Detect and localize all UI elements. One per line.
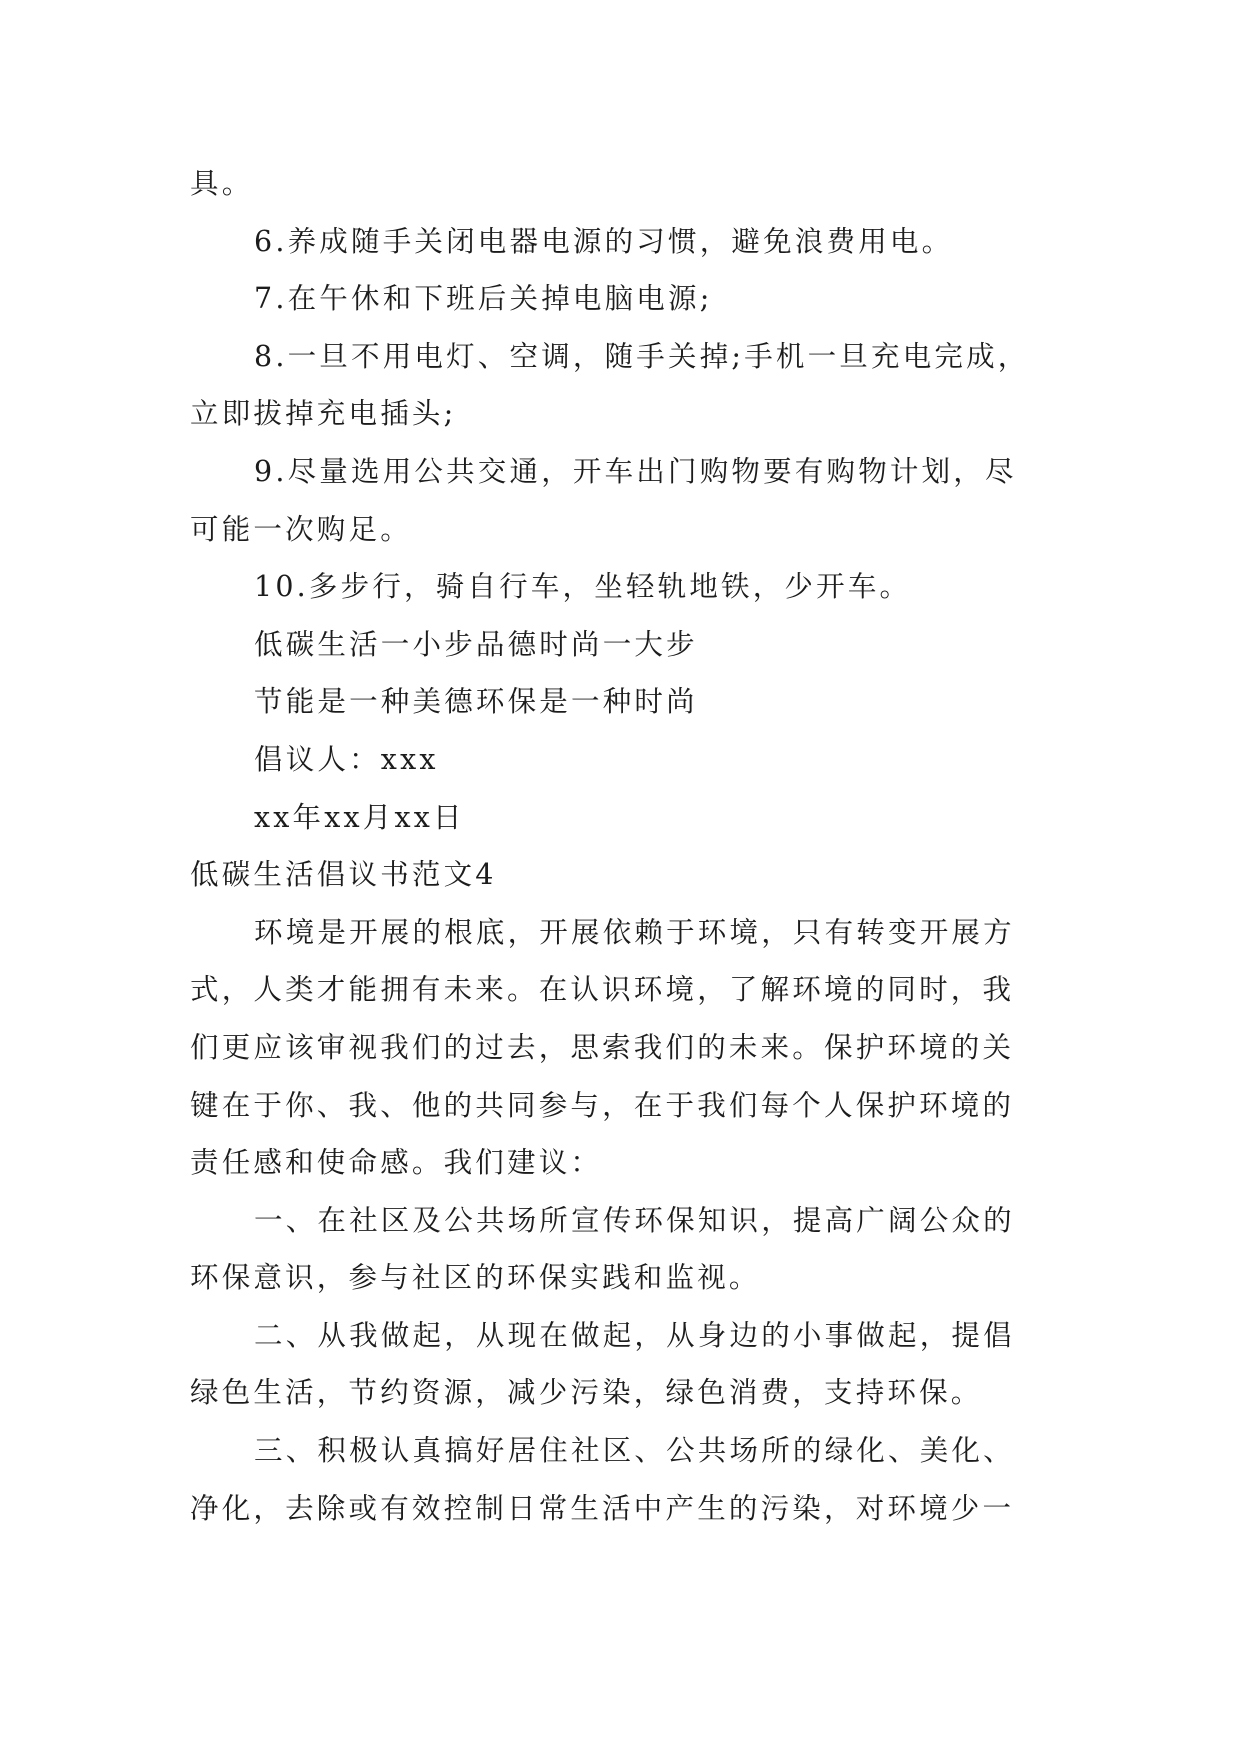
proposal-item: 环保意识，参与社区的环保实践和监视。: [190, 1261, 761, 1295]
section-heading: 低碳生活倡议书范文4: [190, 858, 497, 892]
proposal-item: 净化，去除或有效控制日常生活中产生的污染，对环境少一: [190, 1491, 1015, 1525]
text-line: 立即拔掉充电插头;: [190, 397, 457, 431]
list-item: 10.多步行，骑自行车，坐轻轨地铁，少开车。: [254, 570, 912, 604]
document-body: [190, 155, 1070, 1537]
proposal-item: 二、从我做起，从现在做起，从身边的小事做起，提倡: [254, 1318, 1015, 1352]
paragraph-line: 责任感和使命感。我们建议：: [190, 1146, 603, 1180]
slogan-line: 节能是一种美德环保是一种时尚: [254, 685, 698, 719]
text-line: 可能一次购足。: [190, 512, 412, 546]
list-item: 9.尽量选用公共交通，开车出门购物要有购物计划，尽: [254, 454, 1017, 488]
list-item: 7.在午休和下班后关掉电脑电源;: [254, 282, 713, 316]
paragraph-line: 环境是开展的根底，开展依赖于环境，只有转变开展方: [254, 915, 1015, 949]
paragraph-line: 们更应该审视我们的过去，思索我们的未来。保护环境的关: [190, 1030, 1015, 1064]
paragraph-line: 式，人类才能拥有未来。在认识环境，了解环境的同时，我: [190, 973, 1015, 1007]
slogan-line: 低碳生活一小步品德时尚一大步: [254, 627, 698, 661]
signatory-line: 倡议人：xxx: [254, 742, 439, 776]
list-item: 6.养成随手关闭电器电源的习惯，避免浪费用电。: [254, 224, 954, 258]
proposal-item: 一、在社区及公共场所宣传环保知识，提高广阔公众的: [254, 1203, 1015, 1237]
proposal-item: 三、积极认真搞好居住社区、公共场所的绿化、美化、: [254, 1434, 1015, 1468]
list-item: 8.一旦不用电灯、空调，随手关掉;手机一旦充电完成，: [254, 339, 1030, 373]
date-line: xx年xx月xx日: [254, 800, 465, 834]
text-line: 具。: [190, 167, 254, 200]
proposal-item: 绿色生活，节约资源，减少污染，绿色消费，支持环保。: [190, 1376, 983, 1410]
paragraph-line: 键在于你、我、他的共同参与，在于我们每个人保护环境的: [190, 1088, 1015, 1122]
